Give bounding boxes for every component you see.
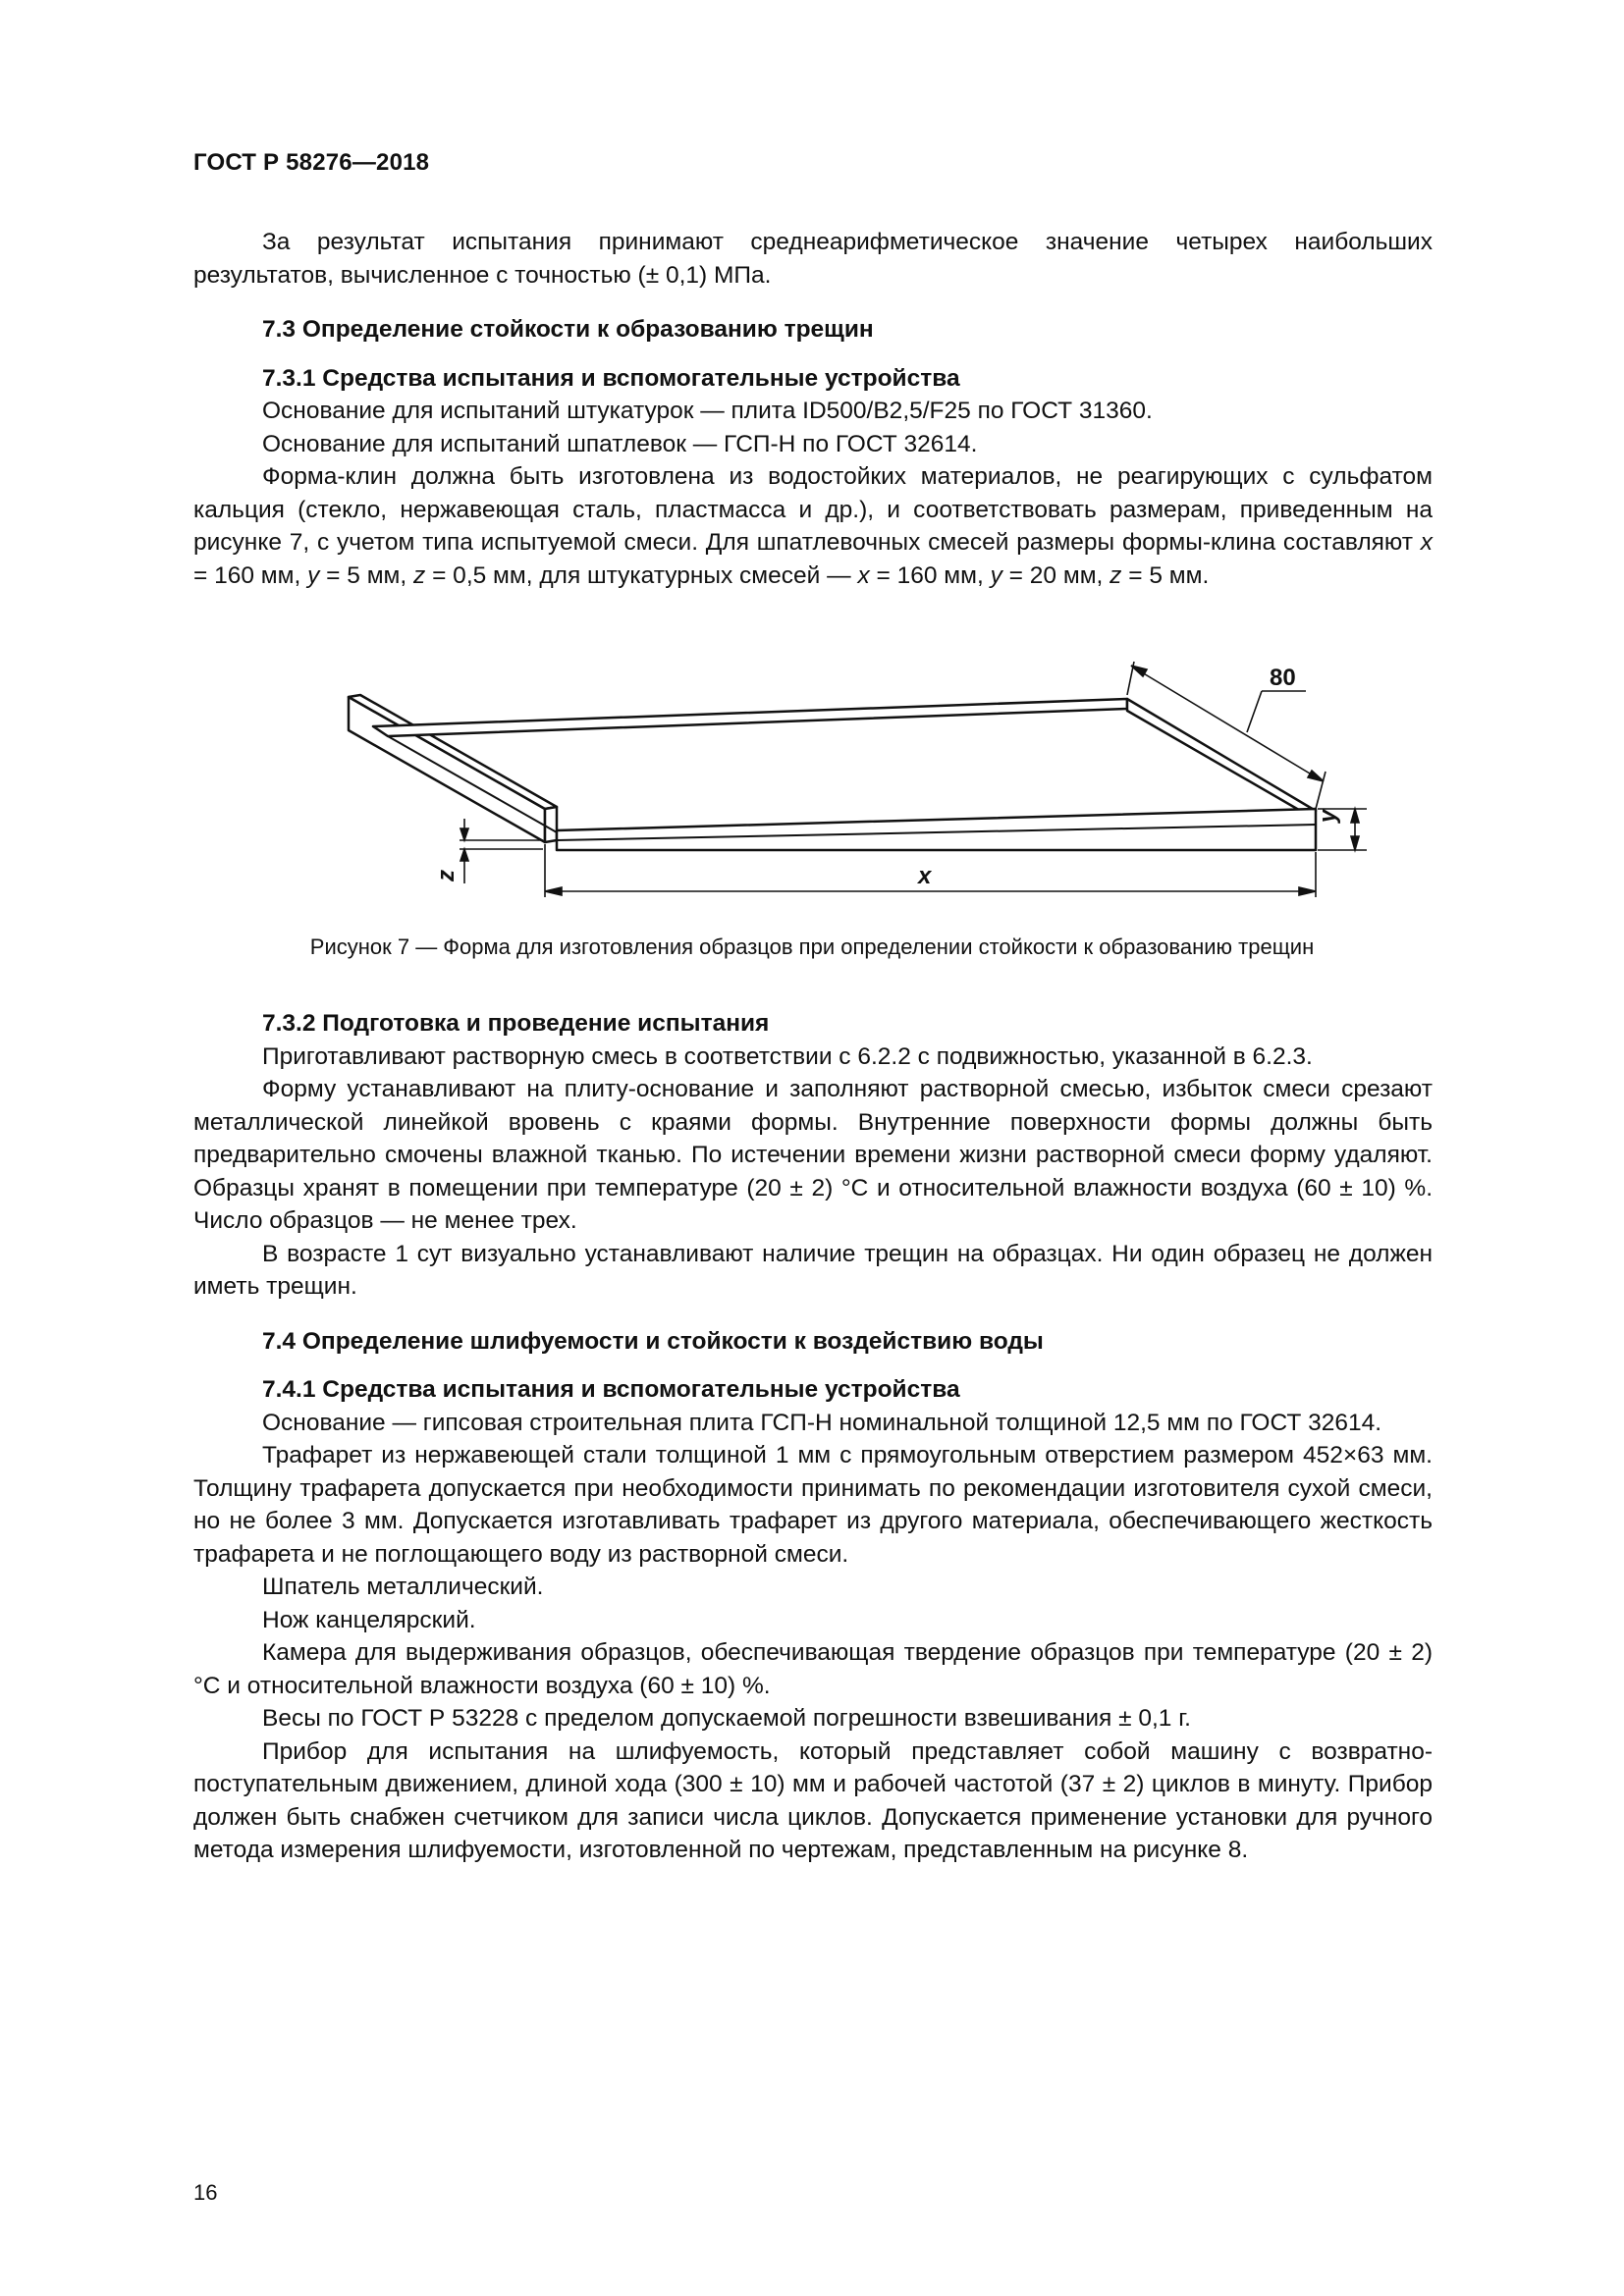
figure-caption: Рисунок 7 — Форма для изготовления образцов при определении стойкости к образованию трещин <box>309 934 1315 959</box>
paragraph-cracks-check: В возрасте 1 сут визуально устанавливают наличие трещин на образцах. Ни один образец не должен иметь трещин. <box>193 1240 1433 1300</box>
dimension-label-x: x <box>918 863 932 889</box>
paragraph-chamber: Камера для выдерживания образцов, обеспечивающая твердение образцов при температуре (20 ± 2) °С и относительной влажности воздуха (60 ± 10) %. <box>193 1639 1433 1699</box>
dimension-label-80: 80 <box>1270 665 1296 691</box>
section-heading-7-4: 7.4 Определение шлифуемости и стойкости к воздействию воды <box>262 1327 1044 1355</box>
section-heading-7-3: 7.3 Определение стойкости к образованию трещин <box>262 316 874 343</box>
subsection-heading-7-3-2: 7.3.2 Подготовка и проведение испытания <box>262 1010 770 1037</box>
document-header: ГОСТ Р 58276—2018 <box>193 149 430 176</box>
paragraph-grinding-device: Прибор для испытания на шлифуемость, который представляет собой машину с возвратно-поступательным движением, длиной хода (300 ± 10) мм и рабочей частотой (37 ± 2) циклов в минуту. Прибор должен быть снабжен счетчиком для записи числа циклов. Допускается применение установки для ручного метода измерения шлифуемости, изготовленной по чертежам, представленным на рисунке 8. <box>193 1737 1433 1863</box>
dimension-label-y: y <box>1315 809 1341 823</box>
figure-7-wedge-form <box>334 656 1375 901</box>
paragraph-spatula: Шпатель металлический. <box>262 1574 544 1600</box>
paragraph-base-plaster: Основание для испытаний штукатурок — плита ID500/B2,5/F25 по ГОСТ 31360. <box>262 398 1153 424</box>
paragraph-stencil: Трафарет из нержавеющей стали толщиной 1 мм с прямоугольным отверстием размером 452×63 мм. Толщину трафарета допускается при необходимости принимать по рекомендации изготовителя сухой смеси, но не более 3 мм. Допускается изготавливать трафарет из другого материала, обеспечивающего жесткость трафарета и не поглощающего воду из растворной смеси. <box>193 1442 1433 1568</box>
paragraph-prepare-mix: Приготавливают растворную смесь в соответствии с 6.2.2 с подвижностью, указанной в 6.2.3. <box>262 1042 1313 1070</box>
page-number: 16 <box>193 2180 218 2205</box>
paragraph-install-form: Форму устанавливают на плиту-основание и заполняют растворной смесью, избыток смеси срезают металлической линейкой вровень с краями формы. Внутренние поверхности формы должны быть предварительно смочены влажной тканью. По истечении времени жизни растворной смеси форму удаляют. Образцы хранят в помещении при температуре (20 ± 2) °С и относительной влажности воздуха (60 ± 10) %. Число образцов — не менее трех. <box>193 1076 1433 1234</box>
text-block-top <box>193 226 1433 592</box>
subsection-heading-7-3-1: 7.3.1 Средства испытания и вспомогательные устройства <box>262 364 960 392</box>
paragraph-knife: Нож канцелярский. <box>262 1606 476 1633</box>
paragraph-scales: Весы по ГОСТ Р 53228 с пределом допускаемой погрешности взвешивания ± 0,1 г. <box>262 1705 1191 1732</box>
dimension-label-z: z <box>433 870 460 881</box>
subsection-heading-7-4-1: 7.4.1 Средства испытания и вспомогательные устройства <box>262 1376 960 1403</box>
text-block-bottom <box>193 1007 1433 1867</box>
paragraph-base-putty: Основание для испытаний шпатлевок — ГСП-Н по ГОСТ 32614. <box>262 430 978 457</box>
paragraph-base-gsp: Основание — гипсовая строительная плита ГСП-Н номинальной толщиной 12,5 мм по ГОСТ 32614. <box>262 1409 1382 1436</box>
paragraph-result: За результат испытания принимают среднеарифметическое значение четырех наибольших результатов, вычисленное с точностью (± 0,1) МПа. <box>193 229 1433 289</box>
paragraph-wedge-form: Форма-клин должна быть изготовлена из водостойких материалов, не реагирующих с сульфатом кальция (стекло, нержавеющая сталь, пластмасса и др.), и соответствовать размерам, приведенным на рисунке 7, с учетом типа испытуемой смеси. Для шпатлевочных смесей размеры формы-клина составляют x = 160 мм, y = 5 мм, z = 0,5 мм, для штукатурных смесей — x = 160 мм, y = 20 мм, z = 5 мм. <box>193 463 1433 589</box>
